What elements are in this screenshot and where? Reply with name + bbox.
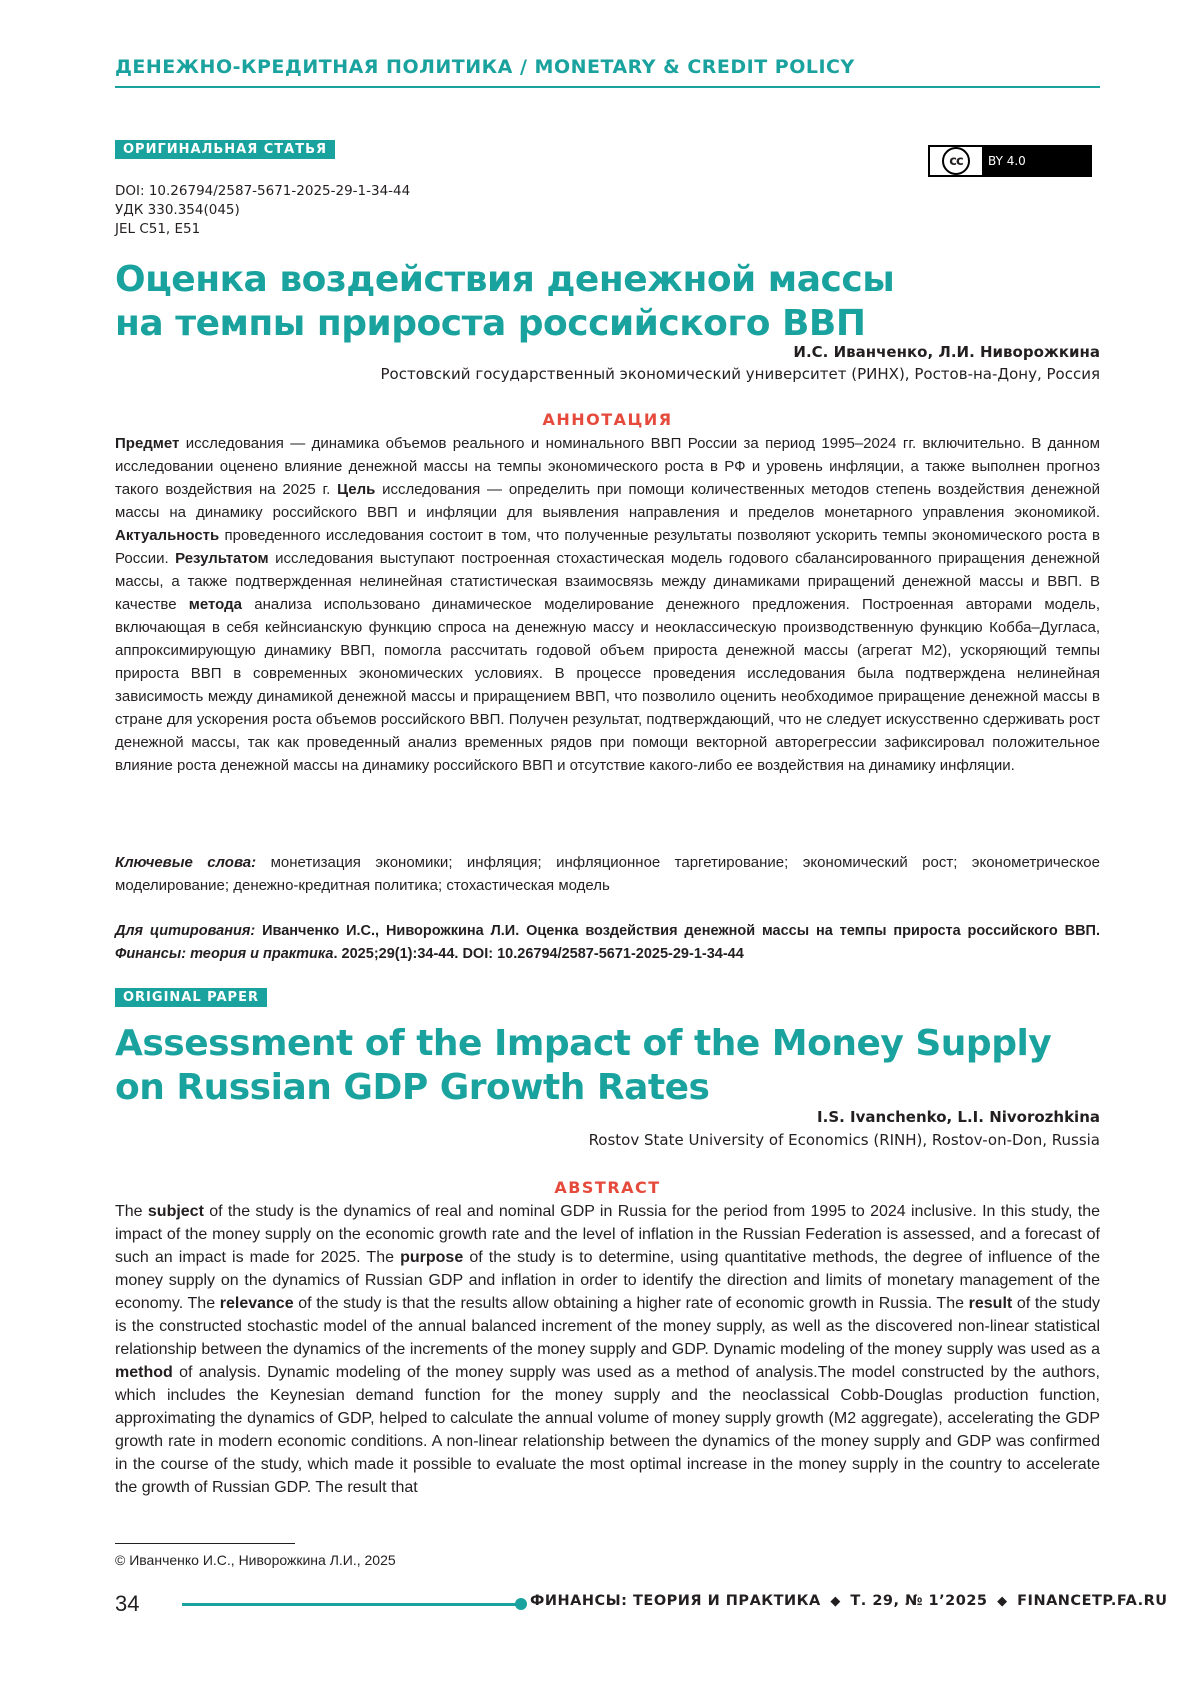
title-ru-line2: на темпы прироста российского ВВП xyxy=(115,302,894,346)
keywords-ru xyxy=(115,851,1100,897)
diamond-icon: ◆ xyxy=(997,1594,1008,1609)
title-en-line2: on Russian GDP Growth Rates xyxy=(115,1066,1051,1110)
footer-issue: Т. 29, № 1’2025 xyxy=(850,1593,987,1609)
abstract-en: The subject of the study is the dynamics of real and nominal GDP in Russia for the period from 1995 to 2024 inclusive. In this study, the impact of the money supply on the economic growth rate and the level of inflation in the Russian Federation is assessed, and a forecast of such an impact is made for 2025. The purpose of the study is to determine, using quantitative methods, the degree of influence of the money supply on the dynamics of Russian GDP and inflation in order to identify the direction and limits of monetary management of the economy. The relevance of the study is that the results allow obtaining a higher rate of economic growth in Russia. The result of the study is the constructed stochastic model of the annual balanced increment of the money supply, as well as the discovered non-linear statistical relationship between the dynamics of the increments of the money supply and GDP. Dynamic modeling of the money supply was used as a method of analysis. Dynamic modeling of the money supply was used as a method of analysis.The model constructed by the authors, which includes the Keynesian demand function for the money supply and the neoclassical Cobb-Douglas production function, approximating the dynamics of GDP, helped to calculate the annual volume of money supply growth (M2 aggregate), accelerating the GDP growth rate in modern economic conditions. A non-linear relationship between the dynamics of the money supply and GDP was confirmed in the course of the study, which made it possible to evaluate the most optimal increase in the money supply in the country to accelerate the growth of Russian GDP. The result that xyxy=(115,1200,1100,1499)
abstract-heading-ru: АННОТАЦИЯ xyxy=(115,410,1100,429)
footer-journal-info xyxy=(530,1593,1168,1609)
authors-ru: И.С. Иванченко, Л.И. Ниворожкина xyxy=(793,343,1100,361)
affiliation-ru: Ростовский государственный экономический университет (РИНХ), Ростов-на-Дону, Россия xyxy=(381,365,1100,383)
abstract-heading-en: ABSTRACT xyxy=(115,1178,1100,1197)
footnote-divider xyxy=(115,1543,295,1544)
footer-dot xyxy=(515,1598,527,1610)
affiliation-en: Rostov State University of Economics (RINH), Rostov-on-Don, Russia xyxy=(589,1131,1100,1149)
article-type-badge-ru: ОРИГИНАЛЬНАЯ СТАТЬЯ xyxy=(115,140,335,159)
citation-ru: Для цитирования: Иванченко И.С., Ниворожкина Л.И. Оценка воздействия денежной массы на темпы прироста российского ВВП. Финансы: теория и практика. 2025;29(1):34-44. DOI: 10.26794/2587-5671-2025-29-1-34-44 xyxy=(115,920,1100,966)
license-badge[interactable] xyxy=(928,145,1092,177)
section-header: ДЕНЕЖНО-КРЕДИТНАЯ ПОЛИТИКА / MONETARY & CREDIT POLICY xyxy=(115,56,1100,78)
article-type-badge-en: ORIGINAL PAPER xyxy=(115,988,267,1007)
footer-rule xyxy=(182,1603,522,1606)
authors-en: I.S. Ivanchenko, L.I. Nivorozhkina xyxy=(817,1108,1100,1126)
keywords-list: монетизация экономики; инфляция; инфляционное таргетирование; экономический рост; эконометрическое моделирование; денежно-кредитная политика; стохастическая модель xyxy=(115,854,1100,894)
page-number: 34 xyxy=(115,1591,139,1617)
keywords-label: Ключевые слова: xyxy=(115,854,256,871)
title-ru-line1: Оценка воздействия денежной массы xyxy=(115,258,894,302)
license-text: BY 4.0 xyxy=(982,147,1090,175)
udc: УДК 330.354(045) xyxy=(115,201,410,220)
footer-journal: ФИНАНСЫ: ТЕОРИЯ И ПРАКТИКА xyxy=(530,1593,821,1609)
title-en-line1: Assessment of the Impact of the Money Supply xyxy=(115,1022,1051,1066)
copyright-note: © Иванченко И.С., Ниворожкина Л.И., 2025 xyxy=(115,1552,396,1568)
diamond-icon: ◆ xyxy=(830,1594,841,1609)
cc-logo-icon: cc xyxy=(930,147,982,175)
doi[interactable]: DOI: 10.26794/2587-5671-2025-29-1-34-44 xyxy=(115,182,410,201)
title-en xyxy=(115,1022,1051,1110)
abstract-ru: Предмет исследования — динамика объемов реального и номинального ВВП России за период 1995–2024 гг. включительно. В данном исследовании оценено влияние денежной массы на темпы экономического роста в РФ и уровень инфляции, а также выполнен прогноз такого воздействия на 2025 г. Цель исследования — определить при помощи количественных методов степень воздействия денежной массы на динамику российского ВВП и инфляции для выявления направления и пределов монетарного управления экономикой. Актуальность проведенного исследования состоит в том, что полученные результаты позволяют ускорить темпы экономического роста в России. Результатом исследования выступают построенная стохастическая модель годового сбалансированного приращения денежной массы, а также подтвержденная нелинейная статистическая взаимосвязь между динамиками приращений денежной массы и ВВП. В качестве метода анализа использовано динамическое моделирование денежного предложения. Построенная авторами модель, включающая в себя кейнсианскую функцию спроса на денежную массу и неоклассическую производственную функцию Кобба–Дугласа, аппроксимирующую динамику ВВП, помогла рассчитать годовой объем прироста денежной массы (агрегат М2), ускоряющий темпы прироста ВВП в современных экономических условиях. В процессе проведения исследования была подтверждена нелинейная зависимость между динамикой денежной массы и приращением ВВП, что позволило оценить необходимое приращение денежной массы в стране для ускорения роста объемов российского ВВП. Получен результат, подтверждающий, что не следует искусственно сдерживать рост денежной массы, так как проведенный анализ временных рядов при помощи векторной авторегрессии зафиксировал положительное влияние роста денежной массы на динамику российского ВВП и отсутствие какого-либо ее воздействия на динамику инфляции. xyxy=(115,432,1100,777)
header-divider xyxy=(115,86,1100,88)
article-metadata xyxy=(115,182,410,239)
footer-site[interactable]: FINANCETP.FA.RU xyxy=(1017,1593,1167,1609)
title-ru xyxy=(115,258,894,346)
jel-codes: JEL C51, E51 xyxy=(115,220,410,239)
